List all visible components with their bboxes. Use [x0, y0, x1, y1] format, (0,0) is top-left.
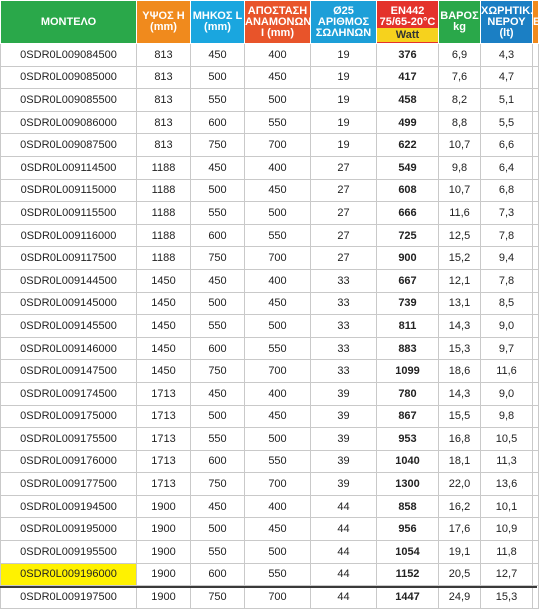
- cell-spacing: 700: [245, 586, 311, 609]
- cell-length: 600: [191, 224, 245, 247]
- cell-tubes: 39: [311, 450, 377, 473]
- header-tubes: Ø25 ΑΡΙΘΜΟΣ ΣΩΛΗΝΩΝ: [311, 1, 377, 44]
- cell-model: 0SDR0L009195000: [1, 518, 137, 541]
- cell-tubes: 33: [311, 315, 377, 338]
- cell-weight: 9,8: [439, 156, 481, 179]
- cell-length: 750: [191, 360, 245, 383]
- cell-length: 500: [191, 179, 245, 202]
- cell-spacing: 700: [245, 247, 311, 270]
- header-weight: ΒΑΡΟΣ kg: [439, 1, 481, 44]
- cell-height: 1900: [137, 563, 191, 586]
- cell-output: 956: [377, 518, 439, 541]
- cell-tubes: 27: [311, 224, 377, 247]
- cell-weight: 18,6: [439, 360, 481, 383]
- table-row: [1, 134, 539, 157]
- cell-height: 1900: [137, 495, 191, 518]
- table-row: [1, 382, 539, 405]
- cell-model: 0SDR0L009196000: [1, 563, 137, 586]
- cell-length: 500: [191, 66, 245, 89]
- cell-model: 0SDR0L009195500: [1, 541, 137, 564]
- cell-edge: [533, 541, 539, 564]
- cell-height: 1900: [137, 541, 191, 564]
- cell-height: 1713: [137, 450, 191, 473]
- cell-edge: [533, 269, 539, 292]
- cell-edge: [533, 405, 539, 428]
- cell-height: 1713: [137, 428, 191, 451]
- cell-output: 739: [377, 292, 439, 315]
- cell-model: 0SDR0L009144500: [1, 269, 137, 292]
- cell-tubes: 44: [311, 495, 377, 518]
- cell-length: 500: [191, 405, 245, 428]
- cell-height: 1188: [137, 179, 191, 202]
- cell-water: 10,1: [481, 495, 533, 518]
- cell-height: 813: [137, 44, 191, 67]
- cell-tubes: 39: [311, 382, 377, 405]
- cell-water: 10,5: [481, 428, 533, 451]
- header-height: ΥΨΟΣ H (mm): [137, 1, 191, 44]
- cell-water: 11,3: [481, 450, 533, 473]
- cell-output: 667: [377, 269, 439, 292]
- cell-model: 0SDR0L009145000: [1, 292, 137, 315]
- header-row: [1, 1, 539, 44]
- cell-output: 666: [377, 202, 439, 225]
- cell-edge: [533, 473, 539, 496]
- cell-output: 953: [377, 428, 439, 451]
- cell-tubes: 27: [311, 179, 377, 202]
- table-row: [1, 156, 539, 179]
- cell-model: 0SDR0L009116000: [1, 224, 137, 247]
- table-row: [1, 111, 539, 134]
- cell-length: 600: [191, 111, 245, 134]
- table-row: [1, 315, 539, 338]
- cell-output: 1040: [377, 450, 439, 473]
- cell-model: 0SDR0L009117500: [1, 247, 137, 270]
- cell-model: 0SDR0L009115000: [1, 179, 137, 202]
- cell-weight: 13,1: [439, 292, 481, 315]
- cell-edge: [533, 428, 539, 451]
- cell-tubes: 44: [311, 541, 377, 564]
- cell-spacing: 700: [245, 134, 311, 157]
- cell-tubes: 33: [311, 269, 377, 292]
- cell-tubes: 44: [311, 563, 377, 586]
- cell-water: 9,7: [481, 337, 533, 360]
- cell-edge: [533, 292, 539, 315]
- cell-height: 813: [137, 89, 191, 112]
- cell-spacing: 400: [245, 44, 311, 67]
- cell-output: 811: [377, 315, 439, 338]
- header-edge-cut: Ε: [533, 1, 539, 44]
- cell-water: 5,5: [481, 111, 533, 134]
- cell-spacing: 400: [245, 269, 311, 292]
- cell-edge: [533, 247, 539, 270]
- cell-height: 1713: [137, 473, 191, 496]
- cell-length: 550: [191, 202, 245, 225]
- cell-height: 1188: [137, 247, 191, 270]
- cell-model: 0SDR0L009114500: [1, 156, 137, 179]
- cell-output: 376: [377, 44, 439, 67]
- cell-height: 813: [137, 134, 191, 157]
- cell-edge: [533, 111, 539, 134]
- cell-spacing: 550: [245, 111, 311, 134]
- cell-water: 6,8: [481, 179, 533, 202]
- cell-model: 0SDR0L009194500: [1, 495, 137, 518]
- cell-length: 750: [191, 134, 245, 157]
- cell-spacing: 500: [245, 315, 311, 338]
- cell-model: 0SDR0L009086000: [1, 111, 137, 134]
- cell-model: 0SDR0L009087500: [1, 134, 137, 157]
- cell-spacing: 500: [245, 541, 311, 564]
- cell-weight: 15,3: [439, 337, 481, 360]
- cell-tubes: 33: [311, 292, 377, 315]
- cell-weight: 10,7: [439, 134, 481, 157]
- cell-weight: 24,9: [439, 586, 481, 609]
- cell-length: 450: [191, 269, 245, 292]
- cell-weight: 6,9: [439, 44, 481, 67]
- cell-output: 1152: [377, 563, 439, 586]
- cell-weight: 7,6: [439, 66, 481, 89]
- cell-output: 549: [377, 156, 439, 179]
- cell-height: 1450: [137, 337, 191, 360]
- cell-length: 500: [191, 518, 245, 541]
- cell-model: 0SDR0L009147500: [1, 360, 137, 383]
- cell-tubes: 33: [311, 337, 377, 360]
- cell-height: 1450: [137, 315, 191, 338]
- table-body: [1, 44, 539, 609]
- cell-output: 780: [377, 382, 439, 405]
- table-row: [1, 44, 539, 67]
- cell-weight: 18,1: [439, 450, 481, 473]
- cell-weight: 20,5: [439, 563, 481, 586]
- cell-water: 4,3: [481, 44, 533, 67]
- header-length: ΜΗΚΟΣ L (mm): [191, 1, 245, 44]
- cell-height: 1713: [137, 405, 191, 428]
- cell-spacing: 450: [245, 518, 311, 541]
- cell-spacing: 550: [245, 224, 311, 247]
- table-row: [1, 269, 539, 292]
- cell-edge: [533, 315, 539, 338]
- cell-spacing: 550: [245, 337, 311, 360]
- cell-length: 600: [191, 337, 245, 360]
- table-row: [1, 405, 539, 428]
- cell-model: 0SDR0L009146000: [1, 337, 137, 360]
- cell-model: 0SDR0L009177500: [1, 473, 137, 496]
- table-row: [1, 495, 539, 518]
- cell-height: 813: [137, 111, 191, 134]
- cell-length: 550: [191, 89, 245, 112]
- cell-spacing: 400: [245, 156, 311, 179]
- cell-length: 550: [191, 428, 245, 451]
- header-output: [377, 1, 439, 44]
- cell-water: 10,9: [481, 518, 533, 541]
- cell-height: 1450: [137, 292, 191, 315]
- cell-edge: [533, 337, 539, 360]
- table-row: [1, 66, 539, 89]
- cell-output: 458: [377, 89, 439, 112]
- cell-weight: 15,2: [439, 247, 481, 270]
- cell-edge: [533, 495, 539, 518]
- cell-tubes: 44: [311, 586, 377, 609]
- cell-edge: [533, 450, 539, 473]
- cell-model: 0SDR0L009085000: [1, 66, 137, 89]
- cell-model: 0SDR0L009175000: [1, 405, 137, 428]
- cell-tubes: 19: [311, 44, 377, 67]
- cell-output: 1300: [377, 473, 439, 496]
- cell-length: 450: [191, 382, 245, 405]
- cell-spacing: 450: [245, 66, 311, 89]
- cell-length: 550: [191, 315, 245, 338]
- cell-water: 7,3: [481, 202, 533, 225]
- cell-output: 608: [377, 179, 439, 202]
- cell-edge: [533, 156, 539, 179]
- cell-weight: 16,8: [439, 428, 481, 451]
- cell-height: 1713: [137, 382, 191, 405]
- table-row: [1, 337, 539, 360]
- cell-weight: 8,8: [439, 111, 481, 134]
- cell-edge: [533, 66, 539, 89]
- cell-water: 7,8: [481, 224, 533, 247]
- cell-weight: 14,3: [439, 315, 481, 338]
- cell-tubes: 19: [311, 66, 377, 89]
- cell-edge: [533, 518, 539, 541]
- cell-water: 6,4: [481, 156, 533, 179]
- cell-spacing: 500: [245, 202, 311, 225]
- cell-water: 11,6: [481, 360, 533, 383]
- cell-weight: 11,6: [439, 202, 481, 225]
- cell-weight: 12,1: [439, 269, 481, 292]
- cell-spacing: 700: [245, 473, 311, 496]
- table-row: [1, 518, 539, 541]
- cell-edge: [533, 586, 539, 609]
- table-row: [1, 89, 539, 112]
- cell-output: 858: [377, 495, 439, 518]
- cell-length: 450: [191, 495, 245, 518]
- cell-tubes: 39: [311, 405, 377, 428]
- cell-tubes: 39: [311, 473, 377, 496]
- header-water: ΧΩΡΗΤΙΚ. ΝΕΡΟΥ (lt): [481, 1, 533, 44]
- cell-model: 0SDR0L009197500: [1, 586, 137, 609]
- cell-weight: 19,1: [439, 541, 481, 564]
- cell-spacing: 700: [245, 360, 311, 383]
- cell-length: 750: [191, 473, 245, 496]
- cell-spacing: 450: [245, 292, 311, 315]
- cell-weight: 8,2: [439, 89, 481, 112]
- cell-model: 0SDR0L009145500: [1, 315, 137, 338]
- table-row: [1, 179, 539, 202]
- cell-weight: 22,0: [439, 473, 481, 496]
- cell-length: 500: [191, 292, 245, 315]
- cell-weight: 17,6: [439, 518, 481, 541]
- cell-tubes: 19: [311, 134, 377, 157]
- table-row: [1, 360, 539, 383]
- header-output-unit: Watt: [377, 28, 438, 42]
- table-row: [1, 202, 539, 225]
- cell-weight: 10,7: [439, 179, 481, 202]
- cell-output: 883: [377, 337, 439, 360]
- cell-height: 1188: [137, 156, 191, 179]
- cell-model: 0SDR0L009085500: [1, 89, 137, 112]
- header-spacing: ΑΠΟΣΤΑΣΗ ΑΝΑΜΟΝΩΝ I (mm): [245, 1, 311, 44]
- cell-output: 867: [377, 405, 439, 428]
- cell-water: 9,0: [481, 382, 533, 405]
- cell-water: 9,0: [481, 315, 533, 338]
- cell-water: 7,8: [481, 269, 533, 292]
- cell-water: 9,8: [481, 405, 533, 428]
- cell-output: 499: [377, 111, 439, 134]
- table-row: [1, 563, 539, 586]
- cell-height: 1188: [137, 202, 191, 225]
- cell-model: 0SDR0L009084500: [1, 44, 137, 67]
- cell-spacing: 450: [245, 179, 311, 202]
- cell-water: 12,7: [481, 563, 533, 586]
- cell-output: 622: [377, 134, 439, 157]
- cell-length: 750: [191, 247, 245, 270]
- cell-length: 750: [191, 586, 245, 609]
- cell-edge: [533, 563, 539, 586]
- cell-tubes: 33: [311, 360, 377, 383]
- cell-model: 0SDR0L009115500: [1, 202, 137, 225]
- cell-spacing: 450: [245, 405, 311, 428]
- cell-length: 550: [191, 541, 245, 564]
- cell-height: 1900: [137, 586, 191, 609]
- cell-edge: [533, 382, 539, 405]
- cell-output: 900: [377, 247, 439, 270]
- cell-water: 15,3: [481, 586, 533, 609]
- cell-output: 1099: [377, 360, 439, 383]
- cell-length: 600: [191, 563, 245, 586]
- table-row: [1, 292, 539, 315]
- cell-output: 417: [377, 66, 439, 89]
- cell-weight: 16,2: [439, 495, 481, 518]
- cell-spacing: 400: [245, 495, 311, 518]
- cell-water: 13,6: [481, 473, 533, 496]
- cell-edge: [533, 44, 539, 67]
- cell-tubes: 19: [311, 111, 377, 134]
- cell-edge: [533, 134, 539, 157]
- cell-length: 450: [191, 44, 245, 67]
- table-row: [1, 428, 539, 451]
- cell-edge: [533, 179, 539, 202]
- header-model: ΜΟΝΤΕΛΟ: [1, 1, 137, 44]
- cell-water: 6,6: [481, 134, 533, 157]
- table-row: [1, 541, 539, 564]
- cell-water: 4,7: [481, 66, 533, 89]
- cell-model: 0SDR0L009175500: [1, 428, 137, 451]
- cell-water: 8,5: [481, 292, 533, 315]
- cell-weight: 14,3: [439, 382, 481, 405]
- cell-length: 450: [191, 156, 245, 179]
- cell-output: 1054: [377, 541, 439, 564]
- cell-spacing: 550: [245, 563, 311, 586]
- cell-tubes: 27: [311, 202, 377, 225]
- cell-model: 0SDR0L009176000: [1, 450, 137, 473]
- cell-tubes: 19: [311, 89, 377, 112]
- cell-edge: [533, 224, 539, 247]
- cell-water: 9,4: [481, 247, 533, 270]
- cell-spacing: 500: [245, 89, 311, 112]
- cell-height: 813: [137, 66, 191, 89]
- bottom-rule: [0, 586, 537, 588]
- cell-weight: 15,5: [439, 405, 481, 428]
- table-row: [1, 224, 539, 247]
- cell-tubes: 27: [311, 156, 377, 179]
- cell-spacing: 500: [245, 428, 311, 451]
- cell-water: 11,8: [481, 541, 533, 564]
- cell-edge: [533, 360, 539, 383]
- cell-tubes: 44: [311, 518, 377, 541]
- cell-tubes: 27: [311, 247, 377, 270]
- cell-output: 725: [377, 224, 439, 247]
- cell-height: 1900: [137, 518, 191, 541]
- cell-tubes: 39: [311, 428, 377, 451]
- cell-output: 1447: [377, 586, 439, 609]
- cell-model: 0SDR0L009174500: [1, 382, 137, 405]
- cell-edge: [533, 89, 539, 112]
- table-row: [1, 473, 539, 496]
- cell-spacing: 400: [245, 382, 311, 405]
- table-row: [1, 586, 539, 609]
- table-row: [1, 247, 539, 270]
- cell-height: 1450: [137, 269, 191, 292]
- cell-length: 600: [191, 450, 245, 473]
- cell-edge: [533, 202, 539, 225]
- cell-height: 1188: [137, 224, 191, 247]
- cell-spacing: 550: [245, 450, 311, 473]
- cell-water: 5,1: [481, 89, 533, 112]
- table-row: [1, 450, 539, 473]
- cell-height: 1450: [137, 360, 191, 383]
- cell-weight: 12,5: [439, 224, 481, 247]
- header-output-standard: EN442 75/65-20°C: [379, 4, 436, 28]
